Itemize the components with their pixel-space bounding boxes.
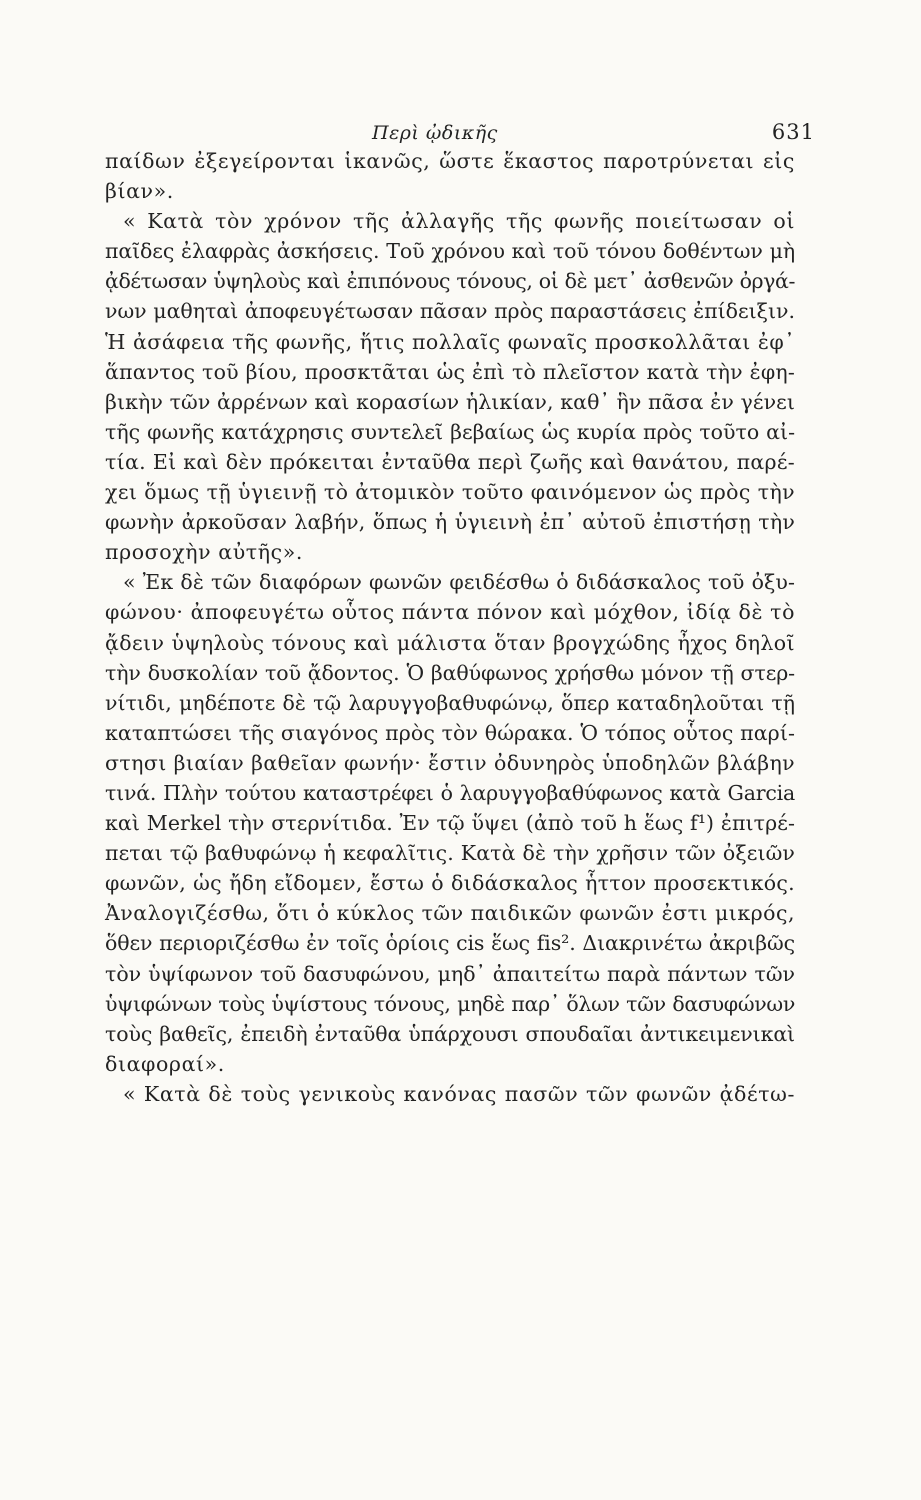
text-line: τῆς φωνῆς κατάχρησις συντελεῖ βεβαίως ὡς κυρία πρὸς τοῦτο αἰ- [105,419,795,444]
text-line: ἅπαντος τοῦ βίου, προσκτᾶται ὡς ἐπὶ τὸ πλεῖστον κατὰ τὴν ἐφη- [105,359,795,384]
text-line: διαφοραί». [105,1051,225,1076]
text-line: τὸν ὑψίφωνον τοῦ δασυφώνου, μηδ᾿ ἀπαιτείτω παρὰ πάντων τῶν [105,961,795,986]
text-line: τοὺς βαθεῖς, ἐπειδὴ ἐνταῦθα ὑπάρχουσι σπουδαῖαι ἀντικειμενικαὶ [105,1021,795,1046]
text-line: τία. Εἰ καὶ δὲν πρόκειται ἐνταῦθα περὶ ζωῆς καὶ θανάτου, παρέ- [105,449,795,474]
text-line: παῖδες ἐλαφρὰς ἀσκήσεις. Τοῦ χρόνου καὶ τοῦ τόνου δοθέντων μὴ [105,239,795,264]
text-line: Ἀναλογιζέσθω, ὅτι ὁ κύκλος τῶν παιδικῶν φωνῶν ἐστι μικρός, [105,901,796,926]
text-line: προσοχὴν αὐτῆς». [105,540,303,565]
text-line: βίαν». [105,179,174,204]
text-line: φωνὴν ἀρκοῦσαν λαβήν, ὅπως ἡ ὑγιεινὴ ἐπ᾿ αὐτοῦ ἐπιστήσῃ τὴν [105,510,795,535]
text-line: χει ὅμως τῇ ὑγιεινῇ τὸ ἀτομικὸν τοῦτο φαινόμενον ὡς πρὸς τὴν [105,480,795,505]
text-line: νίτιδι, μηδέποτε δὲ τῷ λαρυγγοβαθυφώνῳ, ὅπερ καταδηλοῦται τῇ [105,690,795,715]
body-text [105,146,795,1109]
text-line: ᾄδειν ὑψηλοὺς τόνους καὶ μάλιστα ὅταν βρογχώδης ἦχος δηλοῖ [105,630,795,655]
text-line: « Κατὰ δὲ τοὺς γενικοὺς κανόνας πασῶν τῶν φωνῶν ᾀδέτω- [123,1081,795,1106]
text-line: φώνου· ἀποφευγέτω οὗτος πάντα πόνον καὶ μόχθον, ἰδίᾳ δὲ τὸ [105,600,796,625]
page-number: 631 [771,120,815,144]
text-line: βικὴν τῶν ἀρρένων καὶ κορασίων ἡλικίαν, καθ᾿ ἣν πᾶσα ἐν γένει [105,389,795,414]
text-line: καταπτώσει τῆς σιαγόνος πρὸς τὸν θώρακα. Ὁ τόπος οὗτος παρί- [105,720,795,745]
text-line: πεται τῷ βαθυφώνῳ ἡ κεφαλῖτις. Κατὰ δὲ τὴν χρῆσιν τῶν ὀξειῶν [105,841,795,866]
text-line: « Κατὰ τὸν χρόνον τῆς ἀλλαγῆς τῆς φωνῆς ποιείτωσαν οἱ [123,209,795,234]
text-line: ὑψιφώνων τοὺς ὑψίστους τόνους, μηδὲ παρ᾿ ὅλων τῶν δασυφώνων [105,991,795,1016]
text-line: Ἡ ἀσάφεια τῆς φωνῆς, ἥτις πολλαῖς φωναῖς προσκολλᾶται ἐφ᾿ [105,329,795,354]
text-line: παίδων ἐξεγείρονται ἱκανῶς, ὥστε ἕκαστος παροτρύνεται εἰς [105,149,795,173]
text-line: φωνῶν, ὡς ἤδη εἴδομεν, ἔστω ὁ διδάσκαλος ἧττον προσεκτικός. [105,871,795,896]
running-title: Περὶ ᾠδικῆς [372,122,498,144]
text-line: « Ἐκ δὲ τῶν διαφόρων φωνῶν φειδέσθω ὁ διδάσκαλος τοῦ ὀξυ- [123,570,795,595]
text-line: καὶ Merkel τὴν στερνίτιδα. Ἐν τῷ ὕψει (ἀπὸ τοῦ h ἕως f¹) ἐπιτρέ- [105,811,795,836]
text-line: ὅθεν περιοριζέσθω ἐν τοῖς ὁρίοις cis ἕως fis². Διακρινέτω ἀκριβῶς [105,931,795,956]
text-line: νων μαθηταὶ ἀποφευγέτωσαν πᾶσαν πρὸς παραστάσεις ἐπίδειξιν. [105,299,795,324]
text-line: τινά. Πλὴν τούτου καταστρέφει ὁ λαρυγγοβαθύφωνος κατὰ Garcia [105,780,795,805]
text-line: στησι βιαίαν βαθεῖαν φωνήν· ἔστιν ὀδυνηρὸς ὑποδηλῶν βλάβην [105,750,795,775]
text-line: ᾀδέτωσαν ὑψηλοὺς καὶ ἐπιπόνους τόνους, οἱ δὲ μετ᾿ ἀσθενῶν ὀργά- [105,269,795,294]
text-line: τὴν δυσκολίαν τοῦ ᾄδοντος. Ὁ βαθύφωνος χρήσθω μόνον τῇ στερ- [105,660,795,685]
